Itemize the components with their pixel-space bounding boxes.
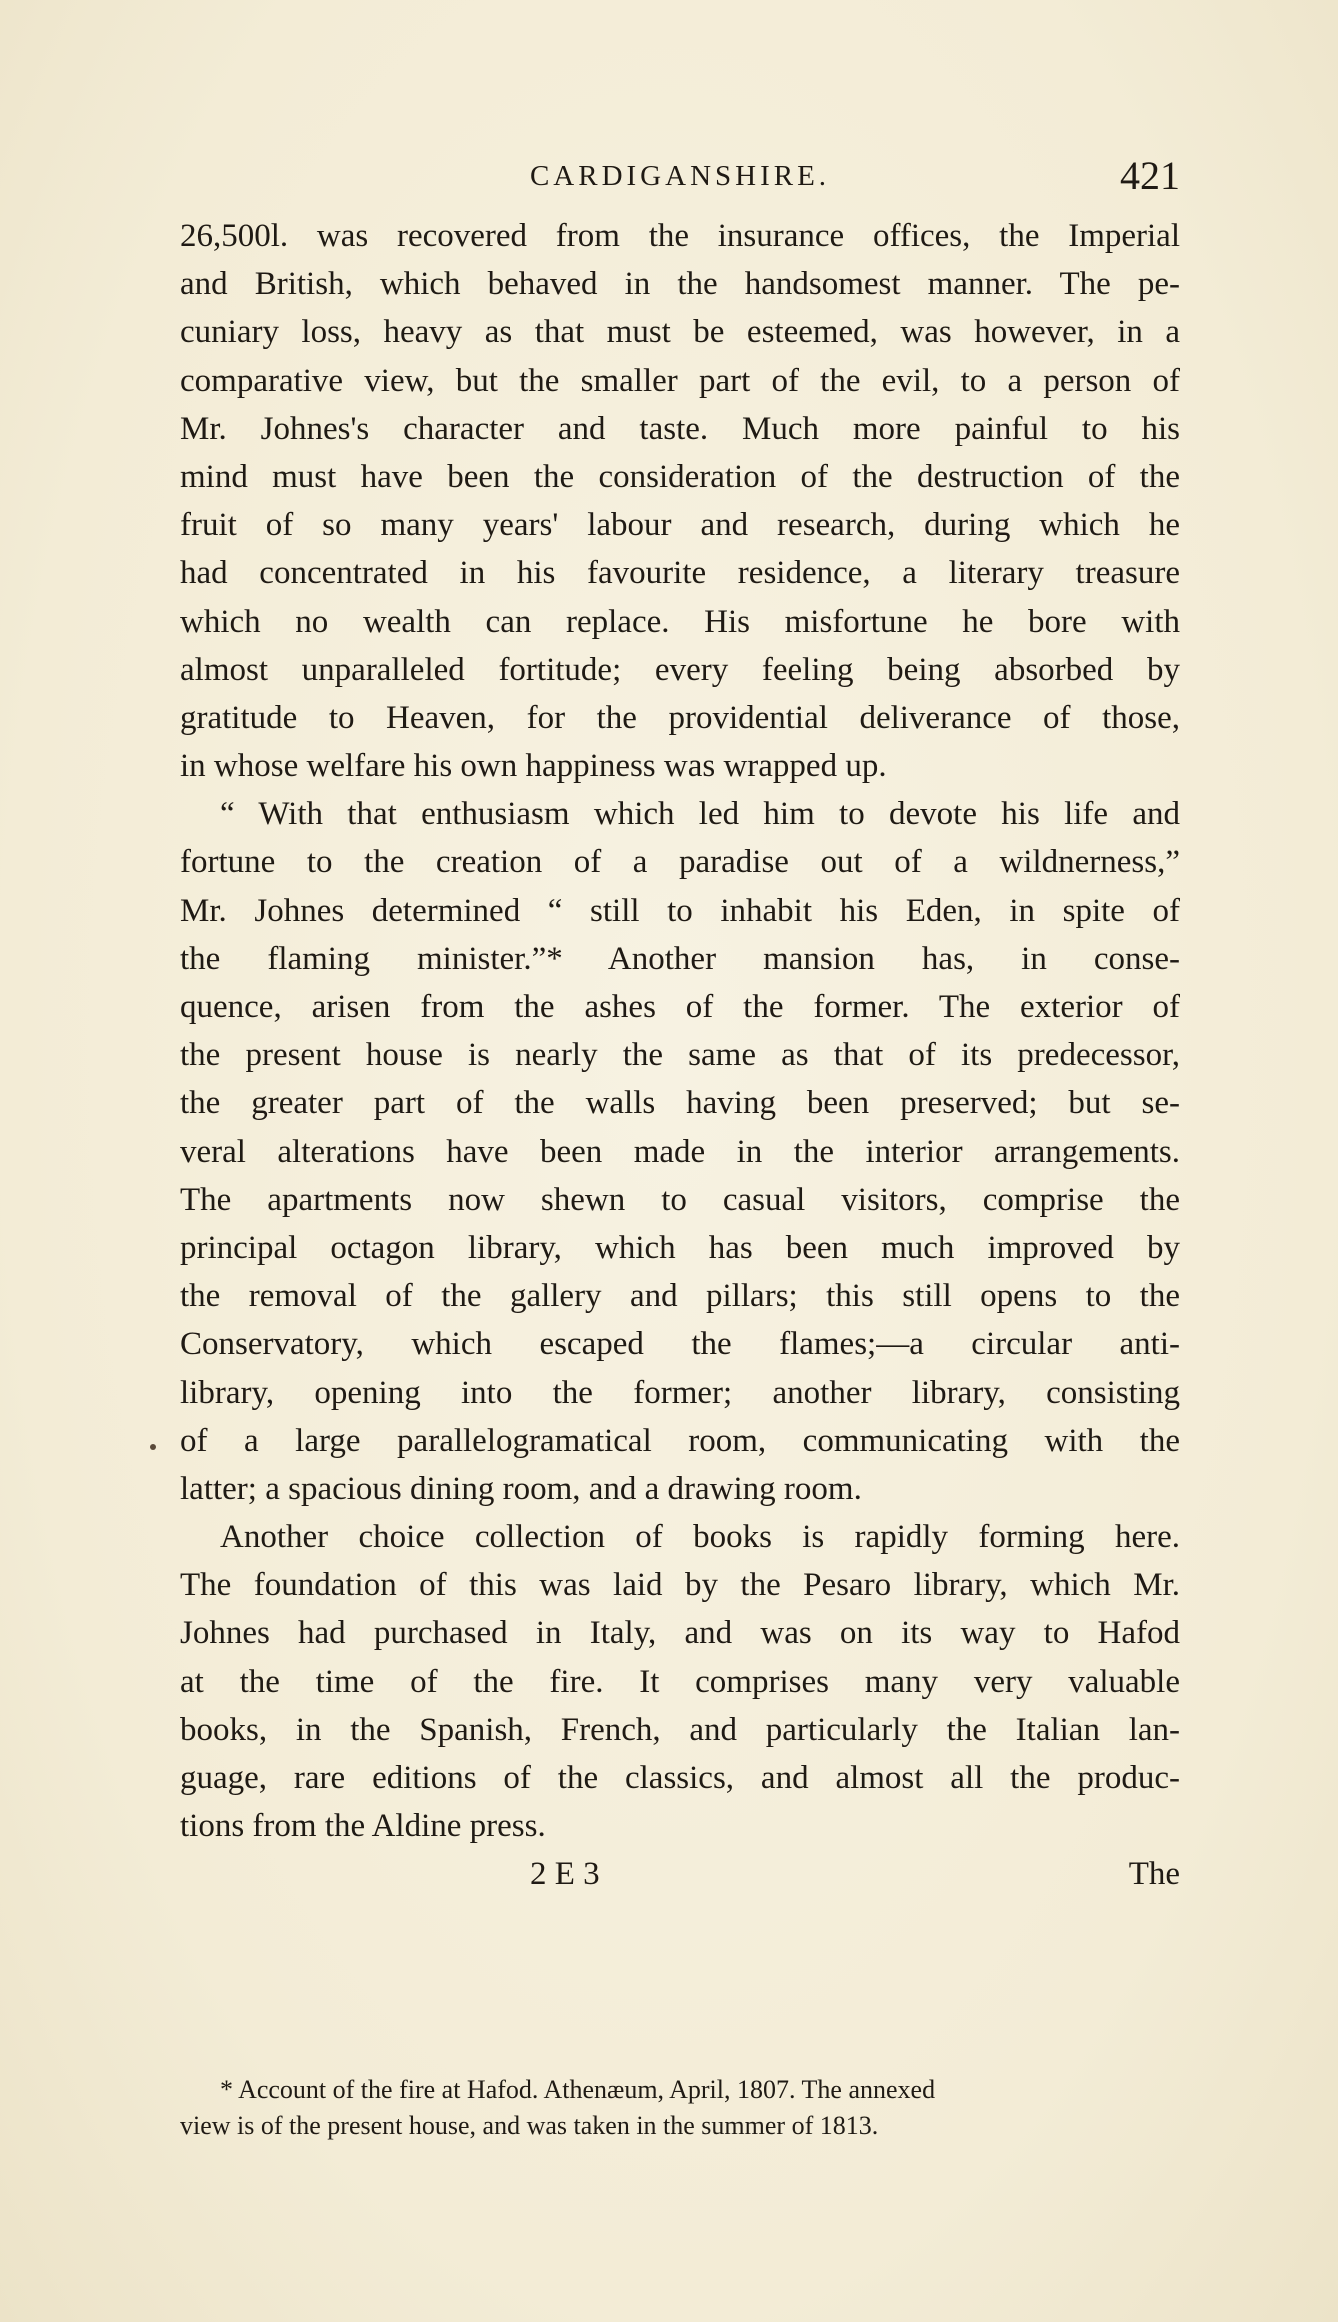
- text-line: in whose welfare his own happiness was wrapped up.: [180, 748, 887, 785]
- running-head: CARDIGANSHIRE.: [529, 160, 831, 192]
- page-header: [180, 152, 1180, 202]
- margin-mark: [150, 1444, 156, 1450]
- text-line: library, opening into the former; another library, consisting: [180, 1374, 1180, 1411]
- text-line: of a large parallelogramatical room, communicating with the: [180, 1422, 1180, 1459]
- text-line: Conservatory, which escaped the flames;—a circular anti-: [180, 1326, 1180, 1363]
- footnote-line: * Account of the fire at Hafod. Athenæum, April, 1807. The annexed: [220, 2075, 936, 2104]
- text-line: fortune to the creation of a paradise out of a wildnerness,”: [180, 844, 1180, 881]
- footnote-line: view is of the present house, and was taken in the summer of 1813.: [180, 2111, 879, 2140]
- text-line: Mr. Johnes's character and taste. Much more painful to his: [180, 410, 1180, 447]
- text-line: guage, rare editions of the classics, and almost all the produc-: [180, 1760, 1180, 1796]
- text-line: the present house is nearly the same as that of its predecessor,: [180, 1037, 1180, 1074]
- signature-line: [180, 1850, 1180, 1898]
- text-line: the flaming minister.”* Another mansion has, in conse-: [180, 940, 1180, 977]
- text-line: latter; a spacious dining room, and a drawing room.: [180, 1470, 862, 1507]
- text-line: Another choice collection of books is rapidly forming here.: [220, 1519, 1180, 1556]
- text-line: The foundation of this was laid by the Pesaro library, which Mr.: [180, 1567, 1180, 1604]
- text-line: Johnes had purchased in Italy, and was on its way to Hafod: [180, 1615, 1180, 1652]
- text-line: had concentrated in his favourite residence, a literary treasure: [180, 555, 1180, 592]
- text-line: veral alterations have been made in the interior arrangements.: [180, 1133, 1180, 1170]
- text-line: gratitude to Heaven, for the providential deliverance of those,: [180, 699, 1180, 736]
- text-line: the removal of the gallery and pillars; this still opens to the: [180, 1278, 1180, 1315]
- text-line: mind must have been the consideration of the destruction of the: [180, 458, 1180, 495]
- text-line: Mr. Johnes determined “ still to inhabit his Eden, in spite of: [180, 892, 1180, 929]
- text-line: 26,500l. was recovered from the insurance offices, the Imperial: [180, 218, 1180, 254]
- text-line: “ With that enthusiasm which led him to devote his life and: [220, 796, 1180, 833]
- footnotes: [180, 2072, 1180, 2144]
- catchword: The: [1128, 1856, 1180, 1893]
- text-line: quence, arisen from the ashes of the former. The exterior of: [180, 989, 1180, 1025]
- text-line: principal octagon library, which has been much improved by: [180, 1229, 1180, 1266]
- page-number: 421: [1120, 153, 1180, 198]
- text-line: which no wealth can replace. His misfortune he bore with: [180, 603, 1180, 640]
- text-line: The apartments now shewn to casual visitors, comprise the: [180, 1181, 1180, 1218]
- text-line: cuniary loss, heavy as that must be esteemed, was however, in a: [180, 314, 1180, 351]
- text-line: fruit of so many years' labour and research, during which he: [180, 507, 1180, 544]
- text-line: the greater part of the walls having been preserved; but se-: [180, 1085, 1180, 1122]
- signature-mark: 2 E 3: [530, 1856, 600, 1893]
- text-line: at the time of the fire. It comprises many very valuable: [180, 1663, 1180, 1700]
- text-line: almost unparalleled fortitude; every feeling being absorbed by: [180, 651, 1180, 688]
- text-line: tions from the Aldine press.: [180, 1808, 546, 1845]
- text-line: books, in the Spanish, French, and particularly the Italian lan-: [180, 1711, 1180, 1748]
- text-line: and British, which behaved in the handsomest manner. The pe-: [180, 266, 1180, 303]
- body-text: [180, 212, 1180, 1899]
- text-line: comparative view, but the smaller part of the evil, to a person of: [180, 362, 1180, 399]
